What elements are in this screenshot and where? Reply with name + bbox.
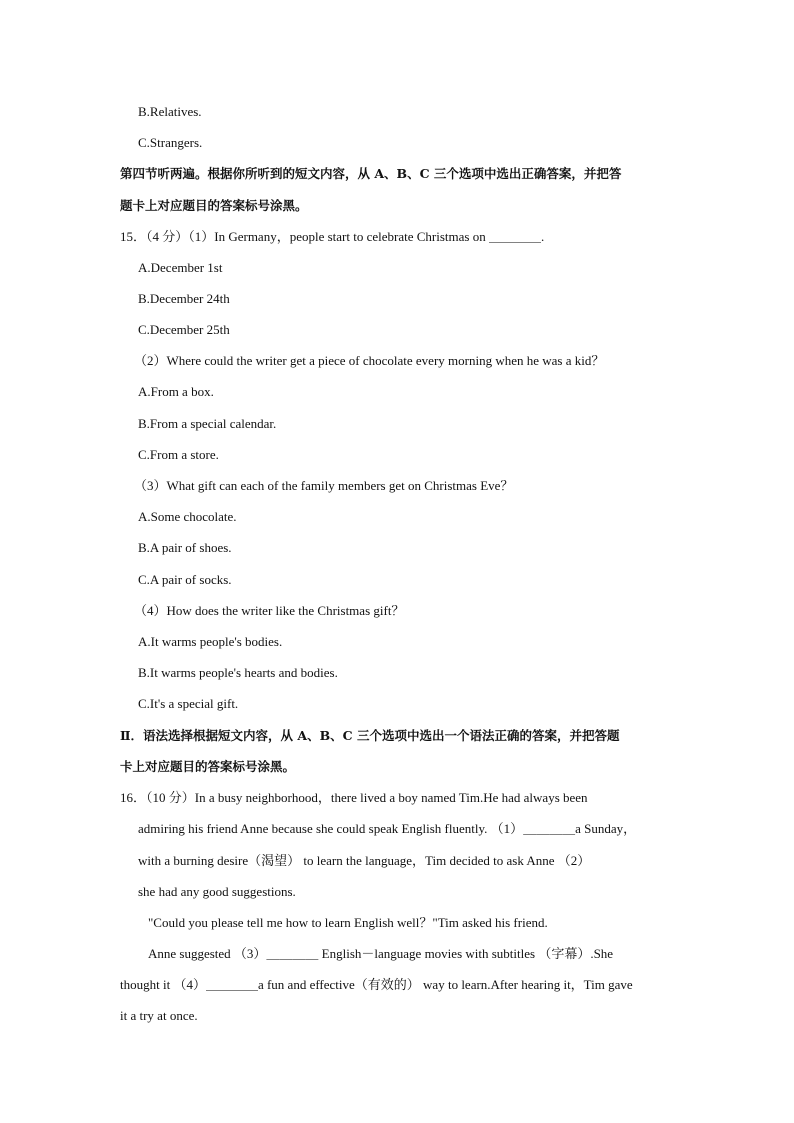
q15-4-option-b: B.It warms people's hearts and bodies.	[138, 665, 338, 680]
q15-1-option-a: A.December 1st	[138, 260, 223, 275]
q15-1-option-c: C.December 25th	[138, 322, 230, 337]
q15-2-option-b: B.From a special calendar.	[138, 416, 277, 431]
q15-1-option-b: B.December 24th	[138, 291, 230, 306]
question-15-3: （3）What gift can each of the family members get on Christmas Eve？	[134, 478, 514, 493]
question-16-line2: admiring his friend Anne because she could speak English fluently. （1）＿＿＿＿a Sunday，	[138, 821, 637, 836]
section2-instruction-line1: Ⅱ．语法选择根据短文内容，从 A、B、C 三个选项中选出一个语法正确的答案，并把答题	[120, 728, 620, 743]
option-b: B.Relatives.	[138, 104, 202, 119]
q15-2-option-a: A.From a box.	[138, 384, 214, 399]
section4-instruction-line1: 第四节听两遍。根据你所听到的短文内容，从 A、B、C 三个选项中选出正确答案，并把答	[120, 166, 622, 181]
question-15-2: （2）Where could the writer get a piece of chocolate every morning when he was a kid？	[134, 353, 605, 368]
option-c: C.Strangers.	[138, 135, 203, 150]
question-15-4: （4）How does the writer like the Christmas gift？	[134, 603, 405, 618]
question-16-line1: 16．（10 分）In a busy neighborhood，there lived a boy named Tim.He had always been	[120, 790, 588, 805]
q15-3-option-c: C.A pair of socks.	[138, 572, 232, 587]
q15-2-option-c: C.From a store.	[138, 447, 219, 462]
section4-instruction-line2: 题卡上对应题目的答案标号涂黑。	[120, 198, 308, 213]
question-16-line8: it a try at once.	[120, 1008, 198, 1023]
q15-4-option-a: A.It warms people's bodies.	[138, 634, 283, 649]
q15-4-option-c: C.It's a special gift.	[138, 696, 239, 711]
question-16-line4: she had any good suggestions.	[138, 884, 296, 899]
question-15-stem: 15．（4 分）（1）In Germany，people start to celebrate Christmas on ＿＿＿＿.	[120, 229, 545, 244]
q15-3-option-a: A.Some chocolate.	[138, 509, 237, 524]
question-16-line6: Anne suggested （3）＿＿＿＿ English－language movies with subtitles （字幕）.She	[148, 946, 614, 961]
question-16-line3: with a burning desire（渴望） to learn the language，Tim decided to ask Anne （2）	[138, 853, 591, 868]
q15-3-option-b: B.A pair of shoes.	[138, 540, 232, 555]
question-16-line5: "Could you please tell me how to learn English well？"Tim asked his friend.	[148, 915, 548, 930]
question-16-line7: thought it （4）＿＿＿＿a fun and effective（有效的） way to learn.After hearing it，Tim gave	[120, 977, 633, 992]
section2-instruction-line2: 卡上对应题目的答案标号涂黑。	[120, 759, 296, 774]
